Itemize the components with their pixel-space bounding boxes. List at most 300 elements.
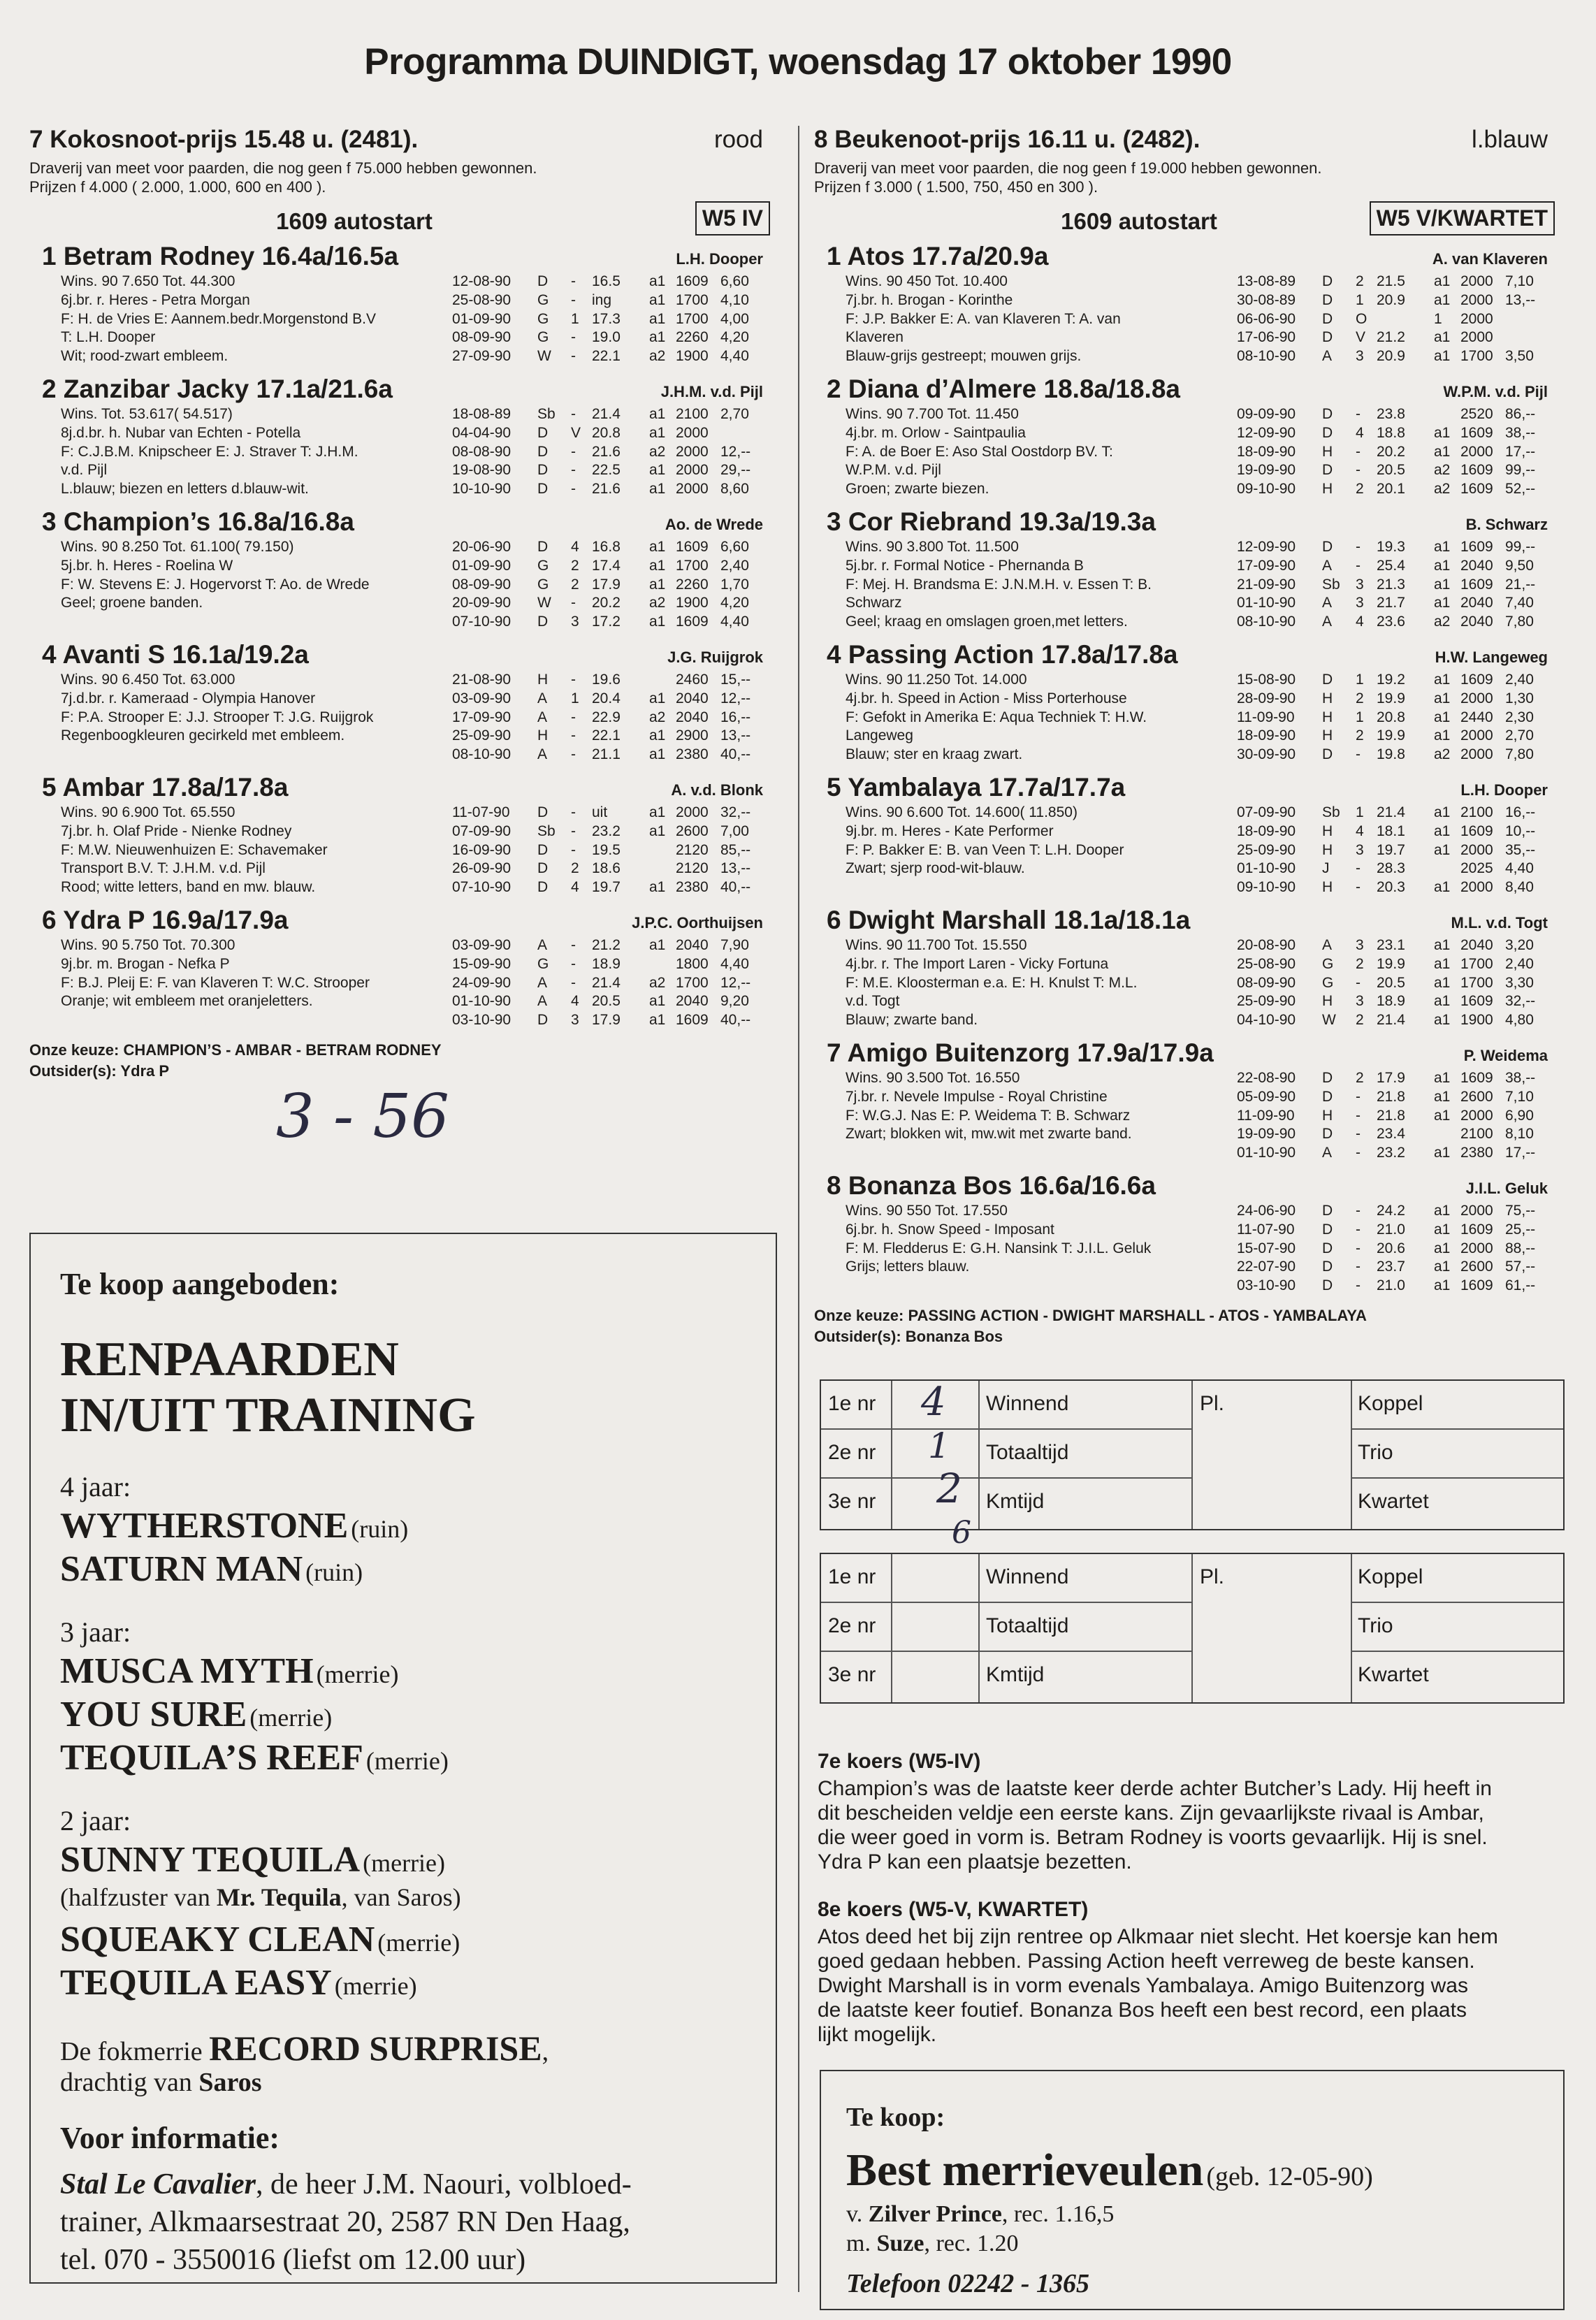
result-date: 04-10-90 xyxy=(1237,1012,1296,1029)
result-date: 08-10-90 xyxy=(452,746,512,763)
result-place: - xyxy=(1356,1126,1361,1143)
result-track: H xyxy=(1322,709,1333,725)
result-time: 21.8 xyxy=(1377,1107,1405,1124)
result-time: 21.4 xyxy=(592,974,621,991)
our-choice: Onze keuze: PASSING ACTION - DWIGHT MARSHALL - ATOS - YAMBALAYA xyxy=(814,1307,1367,1324)
horse-info xyxy=(61,405,463,499)
result-place: - xyxy=(571,481,576,498)
horse-info-line: T: L.H. Dooper xyxy=(61,329,156,346)
result-time: 20.1 xyxy=(1377,481,1405,498)
horse-results xyxy=(1237,936,1562,1030)
result-date: 25-09-90 xyxy=(1237,841,1296,858)
result-row xyxy=(1237,671,1562,690)
horse-entry xyxy=(29,640,784,773)
result-start: a1 xyxy=(649,614,666,630)
horse-name: 6 Ydra P 16.9a/17.9a xyxy=(42,906,289,934)
result-date: 01-09-90 xyxy=(452,310,512,327)
result-row xyxy=(1237,291,1562,310)
result-row xyxy=(1237,841,1562,860)
result-track: D xyxy=(537,424,549,441)
result-time: 19.8 xyxy=(1377,746,1405,763)
result-odds: 38,-- xyxy=(1505,1070,1536,1086)
horse-info-line: Klaveren xyxy=(846,329,904,346)
result-place: 1 xyxy=(571,690,579,706)
result-date: 22-08-90 xyxy=(1237,1070,1296,1086)
horse-entry xyxy=(814,640,1569,773)
result-start: a1 xyxy=(1434,424,1451,441)
result-date: 01-10-90 xyxy=(452,993,512,1010)
result-time: 25.4 xyxy=(1377,557,1405,574)
result-start: a1 xyxy=(1434,273,1451,289)
result-date: 21-08-90 xyxy=(452,672,512,688)
result-row xyxy=(1237,690,1562,709)
horse-name: TEQUILA’S REEF xyxy=(60,1738,363,1778)
result-odds: 38,-- xyxy=(1505,424,1536,441)
horse-name: 2 Diana d’Almere 18.8a/18.8a xyxy=(827,375,1180,403)
result-time: 16.8 xyxy=(592,539,621,555)
result-place: 2 xyxy=(1356,273,1364,289)
result-odds: 21,-- xyxy=(1505,576,1536,593)
horse-info-line: Blauw-grijs gestreept; mouwen grijs. xyxy=(846,348,1082,365)
result-start: a2 xyxy=(649,443,666,460)
result-date: 08-09-90 xyxy=(452,576,512,593)
result-place: - xyxy=(1356,1240,1361,1256)
result-distance: 2000 xyxy=(676,462,709,479)
result-start: a1 xyxy=(1434,937,1451,953)
result-odds: 3,30 xyxy=(1505,974,1534,991)
result-track: H xyxy=(1322,879,1333,896)
result-track: D xyxy=(1322,1221,1333,1238)
result-time: 21.2 xyxy=(592,937,621,953)
result-date: 03-10-90 xyxy=(452,1012,512,1029)
result-track: G xyxy=(537,310,549,327)
race-subheader xyxy=(29,201,784,242)
result-row xyxy=(452,461,777,480)
result-distance: 1609 xyxy=(1460,822,1493,839)
result-track: W xyxy=(537,348,551,365)
result-track: D xyxy=(1322,539,1333,555)
result-time: 21.3 xyxy=(1377,576,1405,593)
result-track: H xyxy=(1322,443,1333,460)
result-distance: 2100 xyxy=(676,406,709,422)
horse-sex: (merrie) xyxy=(316,1660,399,1688)
result-date: 20-09-90 xyxy=(452,595,512,611)
result-row xyxy=(452,860,777,878)
result-row xyxy=(1237,1202,1562,1221)
result-track: G xyxy=(537,291,549,308)
result-track: Sb xyxy=(1322,804,1340,820)
result-field-label: Kmtijd xyxy=(986,1663,1045,1686)
result-place: - xyxy=(1356,1203,1361,1219)
result-distance: 2120 xyxy=(676,841,709,858)
result-track: D xyxy=(1322,1126,1333,1143)
horse-trainer: H.W. Langeweg xyxy=(1435,648,1548,666)
result-start: a1 xyxy=(1434,822,1451,839)
result-distance: 2120 xyxy=(676,860,709,877)
race-subheader xyxy=(814,201,1569,242)
horse-info-line: F: B.J. Pleij E: F. van Klaveren T: W.C. Strooper xyxy=(61,974,370,991)
result-place: V xyxy=(1356,329,1366,346)
result-track: A xyxy=(1322,937,1333,953)
result-time: 21.4 xyxy=(592,406,621,422)
horse-name: 3 Cor Riebrand 19.3a/19.3a xyxy=(827,507,1156,536)
result-start: a1 xyxy=(649,273,666,289)
result-distance: 2260 xyxy=(676,329,709,346)
horse-name: YOU SURE xyxy=(60,1695,247,1734)
result-time: 21.6 xyxy=(592,481,621,498)
result-field-label: Totaaltijd xyxy=(986,1441,1069,1464)
result-date: 15-08-90 xyxy=(1237,672,1296,688)
result-row xyxy=(1237,424,1562,443)
result-track: A xyxy=(537,746,548,763)
result-row xyxy=(452,746,777,764)
result-date: 03-09-90 xyxy=(452,937,512,953)
result-distance: 1700 xyxy=(676,974,709,991)
result-start: a1 xyxy=(1434,557,1451,574)
result-distance: 2440 xyxy=(1460,709,1493,725)
result-start: a2 xyxy=(1434,481,1451,498)
result-odds: 3,50 xyxy=(1505,348,1534,365)
commentary-line: dit bescheiden veldje een eerste kans. Zijn gevaarlijkste rivaal is Ambar, xyxy=(818,1801,1484,1825)
result-start: a1 xyxy=(1434,595,1451,611)
result-distance: 1609 xyxy=(1460,424,1493,441)
result-odds: 40,-- xyxy=(720,746,751,763)
result-odds: 12,-- xyxy=(720,974,751,991)
horse-entry xyxy=(814,507,1569,640)
result-odds: 61,-- xyxy=(1505,1277,1536,1294)
result-place: - xyxy=(571,822,576,839)
race-distance: 1609 autostart xyxy=(276,208,433,234)
result-place: - xyxy=(571,291,576,308)
result-place: - xyxy=(571,595,576,611)
result-track: A xyxy=(1322,595,1333,611)
horse-listing xyxy=(60,1919,460,1960)
result-distance: 1609 xyxy=(1460,481,1493,498)
result-odds: 12,-- xyxy=(720,690,751,706)
race-color: l.blauw xyxy=(1472,126,1548,153)
result-start: a2 xyxy=(1434,746,1451,763)
result-odds: 1,70 xyxy=(720,576,749,593)
result-odds: 1,30 xyxy=(1505,690,1534,706)
result-date: 25-08-90 xyxy=(452,291,512,308)
horse-name: SQUEAKY CLEAN xyxy=(60,1920,375,1959)
result-odds: 86,-- xyxy=(1505,406,1536,422)
result-place: 3 xyxy=(571,1012,579,1029)
result-row xyxy=(1237,538,1562,557)
result-start: a1 xyxy=(1434,539,1451,555)
result-time: 24.2 xyxy=(1377,1203,1405,1219)
result-distance: 1700 xyxy=(676,557,709,574)
result-place: 4 xyxy=(1356,614,1364,630)
result-date: 20-08-90 xyxy=(1237,937,1296,953)
commentary-line: goed gedaan hebben. Passing Action heeft verreweg de beste kansen. xyxy=(818,1950,1475,1973)
broodmare-line: De fokmerrie RECORD SURPRISE, xyxy=(60,2029,549,2068)
result-track: Sb xyxy=(537,406,556,422)
result-odds: 2,40 xyxy=(1505,672,1534,688)
horse-listing xyxy=(60,1839,445,1880)
result-track: A xyxy=(537,937,548,953)
age-label: 3 jaar: xyxy=(60,1616,131,1648)
horse-trainer: B. Schwarz xyxy=(1465,516,1548,533)
horse-info xyxy=(846,936,1247,1030)
result-date: 11-09-90 xyxy=(1237,709,1295,725)
horse-listing xyxy=(60,1694,332,1735)
result-odds: 6,60 xyxy=(720,539,749,555)
result-row xyxy=(1237,860,1562,878)
result-odds: 75,-- xyxy=(1505,1203,1536,1219)
horse-trainer: J.P.C. Oorthuijsen xyxy=(632,914,763,931)
result-odds: 99,-- xyxy=(1505,539,1536,555)
result-time: 19.9 xyxy=(1377,690,1405,706)
result-place: - xyxy=(571,462,576,479)
result-date: 18-08-89 xyxy=(452,406,512,422)
result-distance: 1700 xyxy=(676,310,709,327)
result-track: H xyxy=(1322,822,1333,839)
result-track: D xyxy=(1322,1203,1333,1219)
result-distance: 2040 xyxy=(1460,557,1493,574)
result-track: D xyxy=(537,860,549,877)
result-place: 1 xyxy=(571,310,579,327)
result-date: 11-09-90 xyxy=(1237,1107,1295,1124)
result-date: 01-10-90 xyxy=(1237,860,1296,877)
result-distance: 2460 xyxy=(676,672,709,688)
result-time: 21.2 xyxy=(1377,329,1405,346)
result-track: D xyxy=(1322,406,1333,422)
result-distance: 1700 xyxy=(1460,974,1493,991)
result-row xyxy=(452,405,777,424)
result-start: a1 xyxy=(649,310,666,327)
result-start: a2 xyxy=(1434,614,1451,630)
result-track: H xyxy=(1322,481,1333,498)
horse-info-line: F: W. Stevens E: J. Hogervorst T: Ao. de Wrede xyxy=(61,576,370,593)
result-row xyxy=(452,613,777,632)
result-date: 21-09-90 xyxy=(1237,576,1296,593)
result-date: 20-06-90 xyxy=(452,539,512,555)
result-place: - xyxy=(1356,557,1361,574)
result-time: 21.7 xyxy=(1377,595,1405,611)
result-odds: 4,10 xyxy=(720,291,749,308)
ad-title: Best merrieveulen xyxy=(846,2145,1204,2196)
result-row xyxy=(452,709,777,727)
result-date: 27-09-90 xyxy=(452,348,512,365)
result-distance: 2040 xyxy=(676,993,709,1010)
result-time: 19.7 xyxy=(592,879,621,896)
result-track: A xyxy=(537,974,548,991)
result-date: 03-10-90 xyxy=(1237,1277,1296,1294)
result-odds: 2,40 xyxy=(1505,955,1534,972)
result-date: 30-09-90 xyxy=(1237,746,1296,763)
result-track: D xyxy=(1322,1259,1333,1275)
horse-results xyxy=(1237,1202,1562,1296)
result-track: G xyxy=(537,576,549,593)
result-date: 09-09-90 xyxy=(1237,406,1296,422)
horse-sex: (ruin) xyxy=(351,1515,409,1543)
horse-name: SUNNY TEQUILA xyxy=(60,1840,361,1880)
result-odds: 2,70 xyxy=(720,406,749,422)
result-place: - xyxy=(1356,443,1361,460)
result-date: 12-09-90 xyxy=(1237,539,1296,555)
horse-info-line: L.blauw; biezen en letters d.blauw-wit. xyxy=(61,481,309,498)
result-date: 09-10-90 xyxy=(1237,481,1296,498)
result-date: 12-08-90 xyxy=(452,273,512,289)
result-row xyxy=(452,727,777,746)
result-time: 23.2 xyxy=(1377,1145,1405,1161)
horse-info xyxy=(846,1069,1247,1144)
position-label: 2e nr xyxy=(828,1614,876,1637)
result-date: 06-06-90 xyxy=(1237,310,1296,327)
result-track: H xyxy=(1322,690,1333,706)
result-date: 01-09-90 xyxy=(452,557,512,574)
result-distance: 2000 xyxy=(1460,690,1493,706)
horse-trainer: M.L. v.d. Togt xyxy=(1451,914,1548,931)
horse-info-line: W.P.M. v.d. Pijl xyxy=(846,462,941,479)
horse-sex: (merrie) xyxy=(363,1849,446,1877)
result-distance: 2040 xyxy=(1460,595,1493,611)
result-distance: 1800 xyxy=(676,955,709,972)
horse-info-line: Wins. 90 7.650 Tot. 44.300 xyxy=(61,273,235,289)
result-start: a1 xyxy=(1434,443,1451,460)
result-time: 19.7 xyxy=(1377,841,1405,858)
result-odds: 3,20 xyxy=(1505,937,1534,953)
result-row xyxy=(1237,1088,1562,1107)
result-start: a1 xyxy=(1434,348,1451,365)
result-row xyxy=(1237,709,1562,727)
result-start: a1 xyxy=(649,804,666,820)
result-track: D xyxy=(537,1012,549,1029)
horse-name: TEQUILA EASY xyxy=(60,1963,332,2003)
result-place: - xyxy=(571,443,576,460)
result-odds: 6,60 xyxy=(720,273,749,289)
result-track: D xyxy=(1322,291,1333,308)
result-start: a1 xyxy=(1434,329,1451,346)
result-time: 22.5 xyxy=(592,462,621,479)
result-time: 16.5 xyxy=(592,273,621,289)
result-place: 2 xyxy=(1356,1070,1364,1086)
horse-info-line: 9j.br. m. Heres - Kate Performer xyxy=(846,822,1054,839)
result-date: 01-10-90 xyxy=(1237,595,1296,611)
horse-trainer: J.I.L. Geluk xyxy=(1465,1180,1548,1197)
horse-info-line: Wins. 90 11.700 Tot. 15.550 xyxy=(846,937,1027,953)
horse-sex: (merrie) xyxy=(249,1704,333,1732)
result-odds: 7,80 xyxy=(1505,746,1534,763)
horse-trainer: L.H. Dooper xyxy=(676,250,763,268)
result-distance: 2000 xyxy=(676,443,709,460)
result-date: 10-10-90 xyxy=(452,481,512,498)
result-odds: 15,-- xyxy=(720,672,751,688)
horse-info-line: Wins. 90 3.500 Tot. 16.550 xyxy=(846,1070,1020,1086)
result-start: a1 xyxy=(1434,879,1451,896)
commentary-line: lijkt mogelijk. xyxy=(818,2023,937,2046)
commentary-title: 7e koers (W5-IV) xyxy=(818,1750,981,1773)
result-date: 08-09-90 xyxy=(452,329,512,346)
result-row xyxy=(452,594,777,613)
result-time: 21.8 xyxy=(1377,1088,1405,1105)
result-field-label: Totaaltijd xyxy=(986,1614,1069,1637)
result-row xyxy=(1237,443,1562,462)
result-date: 11-07-90 xyxy=(452,804,510,820)
result-date: 19-08-90 xyxy=(452,462,512,479)
horse-entry xyxy=(814,773,1569,906)
result-odds: 9,20 xyxy=(720,993,749,1010)
result-time: 19.0 xyxy=(592,329,621,346)
horse-info-line: Schwarz xyxy=(846,595,902,611)
result-date: 25-09-90 xyxy=(1237,993,1296,1010)
horse-info-line: 7j.br. h. Brogan - Korinthe xyxy=(846,291,1013,308)
result-distance: 1609 xyxy=(676,539,709,555)
result-track: A xyxy=(537,993,548,1010)
result-distance: 1609 xyxy=(1460,1070,1493,1086)
result-distance: 1609 xyxy=(676,273,709,289)
result-track: D xyxy=(537,614,549,630)
result-odds: 17,-- xyxy=(1505,1145,1536,1161)
result-time: 21.0 xyxy=(1377,1221,1405,1238)
horse-listing xyxy=(60,1737,449,1778)
race-class-box: W5 V/KWARTET xyxy=(1370,201,1555,235)
race-class-box: W5 IV xyxy=(695,201,770,235)
result-row xyxy=(1237,1069,1562,1088)
position-label: 3e nr xyxy=(828,1663,876,1686)
result-track: H xyxy=(1322,727,1333,744)
result-time: 18.6 xyxy=(592,860,621,877)
result-time: 22.1 xyxy=(592,348,621,365)
result-time: 22.1 xyxy=(592,727,621,744)
result-row xyxy=(1237,822,1562,841)
result-place: - xyxy=(1356,879,1361,896)
result-row xyxy=(1237,576,1562,595)
horse-info-line: F: Mej. H. Brandsma E: J.N.M.H. v. Essen T: B. xyxy=(846,576,1152,593)
result-start: a1 xyxy=(1434,727,1451,744)
result-time: 21.0 xyxy=(1377,1277,1405,1294)
horse-info-line: Wins. 90 450 Tot. 10.400 xyxy=(846,273,1008,289)
result-track: D xyxy=(1322,1277,1333,1294)
result-time: 21.5 xyxy=(1377,273,1405,289)
result-odds: 99,-- xyxy=(1505,462,1536,479)
horse-name: 7 Amigo Buitenzorg 17.9a/17.9a xyxy=(827,1038,1214,1067)
result-time: ing xyxy=(592,291,612,308)
ad-heading: Te koop aangeboden: xyxy=(60,1267,340,1301)
result-distance: 1609 xyxy=(1460,672,1493,688)
result-start: a1 xyxy=(1434,709,1451,725)
outsiders: Outsider(s): Bonanza Bos xyxy=(814,1328,1003,1345)
horse-info-line: 7j.br. h. Olaf Pride - Nienke Rodney xyxy=(61,822,292,839)
result-track: D xyxy=(537,462,549,479)
horse-name: 8 Bonanza Bos 16.6a/16.6a xyxy=(827,1171,1156,1200)
result-distance: 2000 xyxy=(1460,291,1493,308)
result-track: D xyxy=(537,273,549,289)
result-row xyxy=(452,480,777,499)
result-place: - xyxy=(1356,1145,1361,1161)
result-time: 17.2 xyxy=(592,614,621,630)
result-track: D xyxy=(1322,1088,1333,1105)
result-time: 18.8 xyxy=(1377,424,1405,441)
table-divider xyxy=(891,1381,892,1529)
handwritten-result-2: 1 xyxy=(928,1426,950,1466)
result-place: - xyxy=(571,841,576,858)
result-distance: 2000 xyxy=(1460,841,1493,858)
result-track: D xyxy=(1322,273,1333,289)
race-distance: 1609 autostart xyxy=(1061,208,1217,234)
result-track: A xyxy=(537,709,548,725)
sire-line: v. Zilver Prince, rec. 1.16,5 xyxy=(846,2201,1115,2227)
horse-sex: (ruin) xyxy=(305,1558,363,1586)
horse-info-line: Wins. 90 5.750 Tot. 70.300 xyxy=(61,937,235,953)
result-start: a1 xyxy=(1434,291,1451,308)
result-track: D xyxy=(537,481,549,498)
horse-info xyxy=(846,538,1247,632)
result-row xyxy=(452,538,777,557)
result-time: 20.4 xyxy=(592,690,621,706)
horse-info-line: F: P.A. Strooper E: J.J. Strooper T: J.G. Ruijgrok xyxy=(61,709,374,725)
